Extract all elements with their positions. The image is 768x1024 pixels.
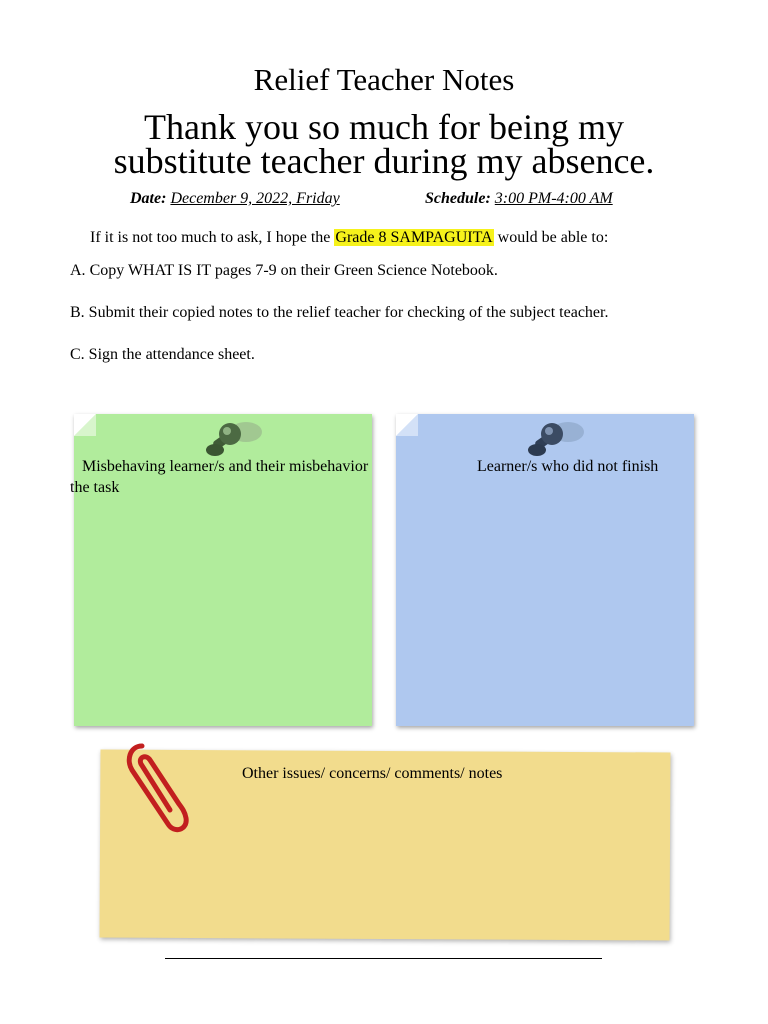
folded-corner-icon	[74, 414, 96, 436]
task-item	[70, 262, 498, 280]
task-item	[70, 346, 255, 364]
task-letter: B.	[70, 304, 85, 321]
date-label: Date:	[130, 190, 167, 207]
unfinished-task-label-line1: Learner/s who did not finish	[477, 458, 659, 475]
thank-you-line-2: substitute teacher during my absence.	[113, 141, 655, 181]
signature-line	[165, 958, 602, 959]
task-letter: C.	[70, 346, 85, 363]
page-title: Relief Teacher Notes	[253, 62, 515, 97]
folded-corner-icon	[396, 414, 418, 436]
task-letter: A.	[70, 262, 86, 279]
misbehavior-note-label: Misbehaving learner/s and their misbehavior	[82, 458, 369, 475]
task-text: Submit their copied notes to the relief teacher for checking of the subject teacher.	[88, 304, 609, 321]
thank-you-line-1: Thank you so much for being my	[144, 107, 624, 147]
intro-before: If it is not too much to ask, I hope the	[90, 229, 335, 246]
task-text: Sign the attendance sheet.	[88, 346, 255, 363]
intro-paragraph	[90, 229, 608, 247]
push-pin-icon	[520, 414, 590, 460]
thank-you-message	[0, 107, 768, 181]
unfinished-task-label-line2: the task	[70, 479, 120, 496]
paper-clip-icon	[112, 738, 196, 838]
task-item	[70, 304, 608, 322]
push-pin-icon	[198, 414, 268, 460]
other-notes-label: Other issues/ concerns/ comments/ notes	[242, 765, 503, 782]
schedule-field	[425, 190, 613, 208]
class-section-highlight: Grade 8 SAMPAGUITA	[335, 229, 493, 246]
task-text: Copy WHAT IS IT pages 7-9 on their Green Science Notebook.	[89, 262, 498, 279]
schedule-value: 3:00 PM-4:00 AM	[494, 190, 613, 207]
date-field	[130, 190, 340, 208]
schedule-label: Schedule:	[425, 190, 491, 207]
date-value: December 9, 2022, Friday	[170, 190, 340, 207]
intro-after: would be able to:	[493, 229, 609, 246]
